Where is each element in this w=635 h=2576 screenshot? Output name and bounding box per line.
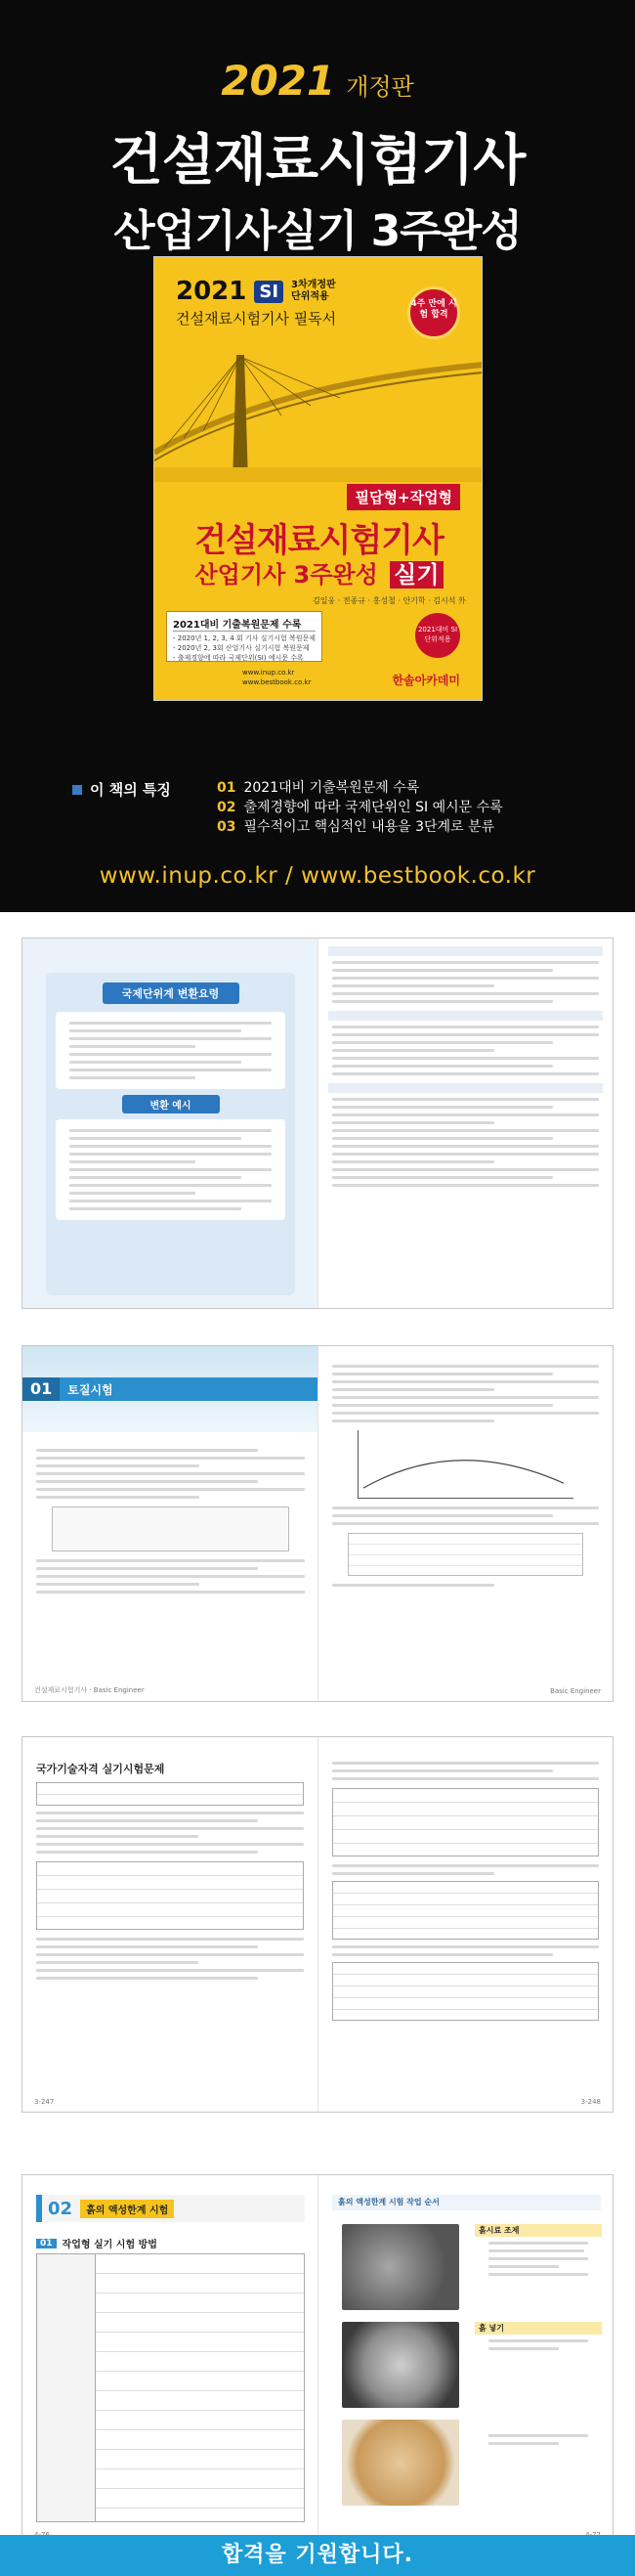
calc-table	[332, 1962, 599, 2021]
book-top	[176, 277, 336, 306]
book-series: 건설재료시험기사 필독서	[176, 310, 337, 327]
procedure-table	[36, 2253, 305, 2522]
book-type-label: 필답형+작업형	[347, 484, 460, 510]
feature-text: 2021대비 기출복원문제 수록	[243, 780, 420, 796]
spread-frame	[21, 938, 614, 1309]
medal-badge: 4주 만에 시험 합격	[407, 286, 460, 339]
book-authors: 김일웅 · 전종규 · 홍성철 · 안기학 · 김시석 外	[313, 596, 466, 605]
chapter-number: 01	[22, 1377, 60, 1401]
feature-item	[217, 798, 503, 817]
result-table	[348, 1533, 583, 1576]
chapter-header	[36, 2195, 305, 2222]
edition-note-2: 단위적용	[291, 291, 329, 302]
book-url-1: www.inup.co.kr	[242, 669, 295, 677]
question-header	[328, 1011, 603, 1021]
chapter-bar	[22, 1377, 318, 1401]
right-page	[318, 1346, 613, 1701]
panel-heading: 2021대비 기출복원문제 수록	[173, 616, 316, 632]
chapter-title: 토질시험	[67, 1382, 113, 1397]
hero-section	[0, 0, 635, 912]
spread-frame	[21, 1736, 614, 2113]
hero-edition	[0, 57, 635, 105]
conversion-box	[46, 973, 295, 1295]
exam-title: 국가기술자격 실기시험문제	[36, 1763, 165, 1775]
left-page	[22, 1346, 318, 1701]
hero-urls[interactable]: www.inup.co.kr / www.bestbook.co.kr	[99, 863, 536, 889]
left-page	[22, 939, 318, 1308]
question-header	[328, 946, 603, 956]
features-heading	[72, 779, 171, 800]
book-year: 2021	[176, 277, 247, 306]
formula-diagram	[52, 1506, 289, 1551]
book-edition-note	[291, 280, 336, 303]
panel-line: - 출제경향에 따라 국제단위(SI) 예시문 수록	[173, 654, 304, 662]
edition-note-1: 3차개정판	[291, 280, 336, 290]
panel-line: - 2020년 2, 3회 산업기사 실기시험 복원문제	[173, 644, 310, 652]
data-table	[332, 1788, 599, 1856]
sample-spread-2	[0, 1331, 635, 1717]
chapter-number: 02	[48, 2198, 73, 2219]
exam-info-table	[36, 1782, 304, 1806]
procedure-step-column	[37, 2254, 96, 2521]
example-content	[56, 1119, 285, 1220]
feature-num: 02	[217, 800, 236, 815]
book-subtitle-text: 산업기사 3주완성	[194, 561, 378, 589]
photo-notes	[475, 2429, 602, 2450]
book-cover	[153, 256, 483, 701]
conversion-content	[56, 1012, 285, 1089]
book-subtitle	[154, 555, 483, 589]
left-page	[22, 2175, 318, 2545]
chapter-content	[22, 1444, 318, 1598]
section-number: 01	[36, 2239, 57, 2249]
page-footer: 건설재료시험기사 · Basic Engineer	[34, 1686, 145, 1694]
right-page	[318, 2175, 613, 2545]
feature-num: 01	[217, 780, 236, 796]
photo-notes	[475, 2322, 602, 2355]
sieve-photo	[342, 2322, 459, 2408]
soil-paste-photo	[342, 2420, 459, 2506]
page-footer: Basic Engineer	[550, 1687, 601, 1695]
hero-edition-tag: 개정판	[346, 73, 414, 101]
hero-title: 건설재료시험기사	[109, 129, 526, 193]
page-footer: 3-248	[580, 2098, 601, 2106]
panel-line: - 2020년 1, 2, 3, 4 회 기사 실기시험 복원문제	[173, 634, 316, 642]
hero-year: 2021	[221, 57, 336, 105]
compaction-graph	[358, 1430, 573, 1499]
footer-banner: 합격을 기원합니다.	[0, 2535, 635, 2576]
spread-frame	[21, 1345, 614, 1702]
features-list	[217, 778, 503, 837]
conversion-box-header: 국제단위계 변환요령	[103, 982, 239, 1004]
spread-frame	[21, 2174, 614, 2546]
feature-text: 필수적이고 핵심적인 내용을 3단계로 분류	[243, 819, 495, 835]
publisher-logo: 한솔아카데미	[392, 674, 460, 687]
feature-item	[217, 778, 503, 798]
photo-notes	[475, 2224, 602, 2281]
note-heading: 흙시료 조제	[475, 2224, 602, 2237]
section-title-text: 작업형 실기 시험 방법	[62, 2240, 157, 2250]
experiment-bar: 흙의 액성한계 시험 작업 순서	[332, 2195, 601, 2210]
example-section-header: 변환 예시	[122, 1095, 220, 1113]
si-badge: SI	[254, 281, 283, 303]
feature-text: 출제경향에 따라 국제단위인 SI 예시문 수록	[243, 800, 503, 815]
book-title: 건설재료시험기사	[194, 521, 444, 560]
bridge-illustration	[154, 345, 483, 482]
page-footer: 3-247	[34, 2098, 55, 2106]
calc-table	[332, 1881, 599, 1940]
feature-num: 03	[217, 819, 236, 835]
right-page	[318, 939, 613, 1308]
sample-prep-photo	[342, 2224, 459, 2310]
hero-subtitle: 산업기사실기 3주완성	[113, 206, 522, 256]
sample-spread-3	[0, 1717, 635, 2127]
answer-table	[36, 1861, 304, 1930]
book-subtitle-box: 실기	[390, 561, 443, 589]
question-header	[328, 1083, 603, 1093]
sample-spread-4	[0, 2127, 635, 2557]
section-title	[36, 2236, 157, 2250]
left-page	[22, 1737, 318, 2112]
square-bullet-icon	[72, 785, 82, 795]
features-heading-text: 이 책의 특징	[90, 781, 171, 799]
right-page	[318, 1737, 613, 2112]
book-urls	[242, 668, 311, 687]
graph-curve	[359, 1430, 573, 1498]
chapter-title: 흙의 액성한계 시험	[80, 2200, 174, 2218]
note-heading: 흙 넣기	[475, 2322, 602, 2335]
feature-item	[217, 817, 503, 837]
book-info-panel	[166, 611, 322, 662]
book-url-2: www.bestbook.co.kr	[242, 678, 312, 686]
si-stamp: 2021대비 SI단위적용	[415, 613, 460, 658]
sample-spread-1	[0, 912, 635, 1331]
procedure-detail-column	[96, 2254, 304, 2521]
